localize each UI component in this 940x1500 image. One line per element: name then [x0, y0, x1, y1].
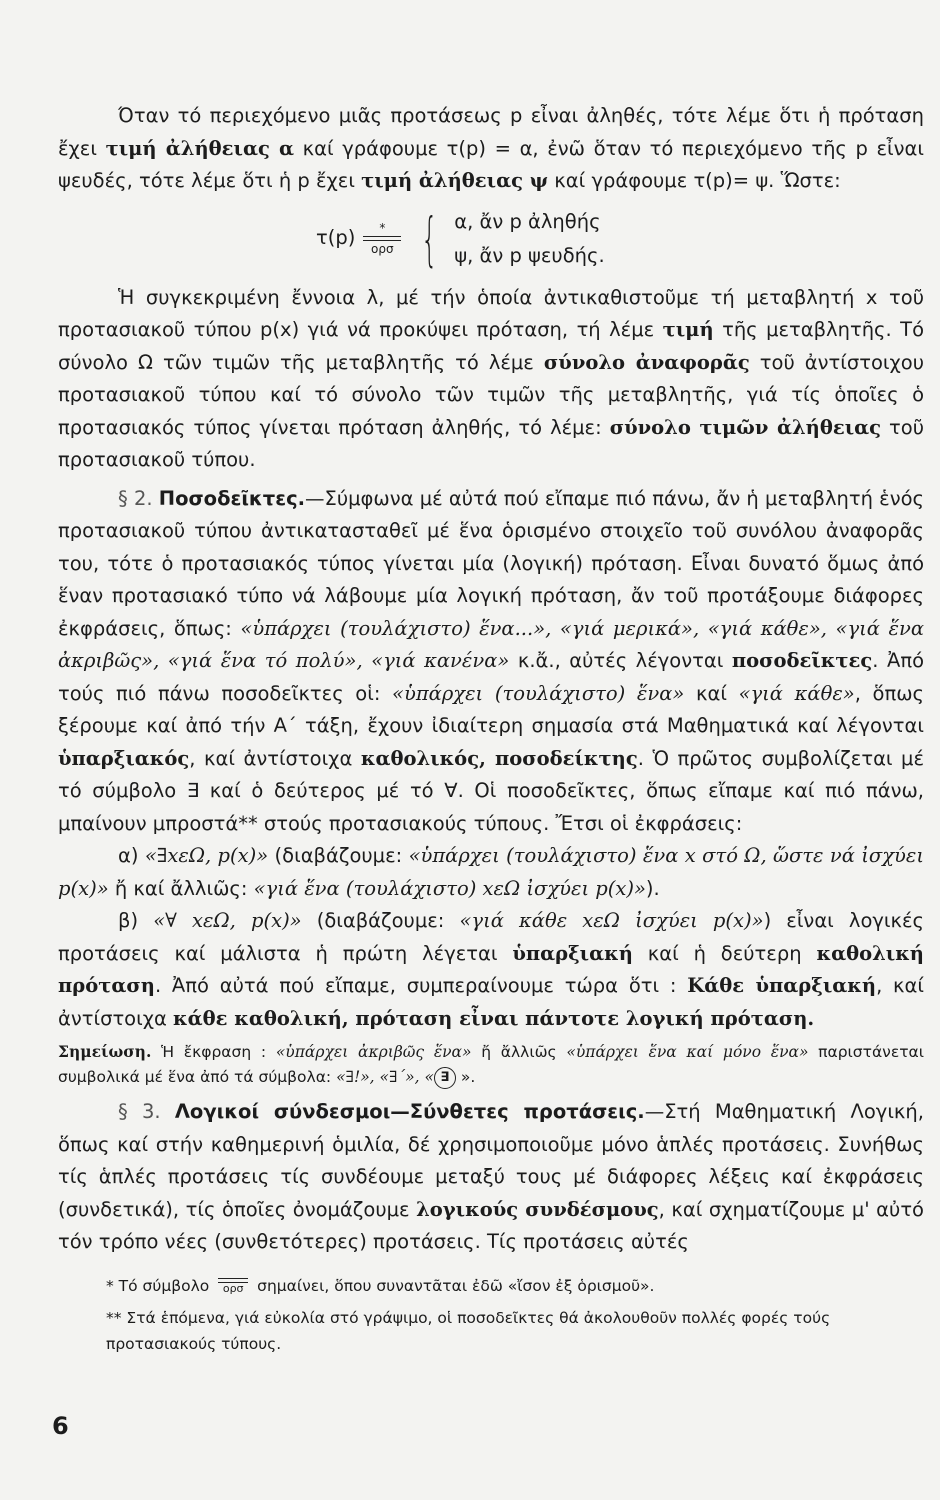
brace-icon: {: [421, 204, 439, 273]
formula-lhs: τ(p): [316, 226, 356, 250]
formula-case-false: ψ, ἄν p ψευδής.: [454, 243, 605, 267]
page-body: [58, 100, 924, 1357]
section-number: § 3.: [118, 1100, 161, 1123]
example-a: α) «∃xεΩ, p(x)» (διαβάζουμε: «ὑπάρχει (τουλάχιστο) ἕνα x στό Ω, ὥστε νά ἰσχύει p(x)» ἤ καί ἄλλιῶς: «γιά ἕνα (τουλάχιστο) xεΩ ἰσχύει p(x)»).: [58, 844, 925, 900]
section-logical-connectives: § 3. Λογικοί σύνδεσμοι—Σύνθετες προτάσεις.—Στή Μαθηματική Λογική, ὅπως καί στήν καθημερινή ὁμιλία, δέ χρησιμοποιοῦμε μόνο ἁπλές προτάσεις. Συνήθως τίς ἁπλές προτάσεις τίς συνδέουμε μεταξύ τους μέ διάφορες λέξεις καί ἐκφράσεις (συνδετικά), τίς ὁποῖες ὀνομάζουμε λογικούς συνδέσμους, καί σχηματίζουμε μ' αὐτό τόν τρόπο νέες (συνθετότερες) προτάσεις. Τίς προτάσεις αὐτές: [58, 1100, 924, 1253]
page-number: 6: [52, 1412, 69, 1440]
section-title: Λογικοί σύνδεσμοι—Σύνθετες προτάσεις.: [174, 1100, 645, 1123]
circled-exists-icon: ∃: [434, 1067, 456, 1089]
formula-case-true: α, ἄν p ἀληθής: [454, 209, 601, 233]
example-b: β) «∀ xεΩ, p(x)» (διαβάζουμε: «γιά κάθε xεΩ ἰσχύει p(x)») εἶναι λογικές προτάσεις καί μάλιστα ἡ πρώτη λέγεται ὑπαρξιακή καί ἡ δεύτερη καθολική πρόταση. Ἀπό αὐτά πού εἴπαμε, συμπεραίνουμε τώρα ὅτι : Κάθε ὑπαρξιακή, καί ἀντίστοιχα κάθε καθολική, πρόταση εἶναι πάντοτε λογική πρόταση.: [58, 909, 925, 1030]
definition-symbol: ορσ: [218, 1278, 248, 1294]
definition-symbol: * ορσ: [363, 222, 401, 255]
term-truth-value-psi: τιμή ἀλήθειας ψ: [361, 169, 549, 192]
section-number: § 2.: [118, 486, 153, 510]
note: Σημείωση. Ἡ ἔκφραση : «ὑπάρχει ἀκριβῶς ἕνα» ἤ ἄλλιῶς «ὑπάρχει ἕνα καί μόνο ἕνα» παριστάνεται συμβολικά μέ ἕνα ἀπό τά σύμβολα: «∃!», «∃΄», « ∃ ».: [58, 1039, 924, 1090]
section-title: Ποσοδεῖκτες.: [158, 486, 306, 510]
footnote-1: * Τό σύμβολο ορσ σημαίνει, ὅπου συναντᾶται ἐδῶ «ἴσον ἐξ ὁρισμοῦ».: [106, 1276, 655, 1295]
footnote-2: ** Στά ἑπόμενα, γιά εὐκολία στό γράψιμο, οἱ ποσοδεῖκτες θά ἀκολουθοῦν πολλές φορές τούς προτασιακούς τύπους.: [106, 1308, 831, 1353]
formula-cases: [454, 205, 604, 273]
term-truth-value-a: τιμή ἀλήθειας α: [105, 136, 295, 160]
paragraph-variable-value: Ἡ συγκεκριμένη ἔννοια λ, μέ τήν ὁποία ἀντικαθιστοῦμε τή μεταβλητή x τοῦ προτασιακοῦ τύπου p(x) γιά νά προκύψει πρόταση, τή λέμε τιμή τῆς μεταβλητῆς. Τό σύνολο Ω τῶν τιμῶν τῆς μεταβλητῆς τό λέμε σύνολο ἀναφορᾶς τοῦ ἀντίστοιχου προτασιακοῦ τύπου καί τό σύνολο τῶν τιμῶν τῆς μεταβλητῆς, γιά τίς ὁποῖες ὁ προτασιακός τύπος γίνεται πρόταση ἀληθής, τό λέμε: σύνολο τιμῶν ἀλήθειας τοῦ προτασιακοῦ τύπου.: [58, 285, 924, 471]
note-label: Σημείωση.: [58, 1042, 152, 1061]
section-quantifiers: § 2. Ποσοδεῖκτες.—Σύμφωνα μέ αὐτά πού εἴπαμε πιό πάνω, ἄν ἡ μεταβλητή ἑνός προτασιακοῦ τύπου ἀντικατασταθεῖ μέ ἕνα ὁρισμένο στοιχεῖο τοῦ συνόλου ἀναφορᾶς του, τότε ὁ προτασιακός τύπος γίνεται μία (λογική) πρόταση. Εἶναι δυνατό ὅμως ἀπό ἕναν προτασιακό τύπο νά λάβουμε μία λογική πρόταση, ἄν τοῦ προτάξουμε διάφορες ἐκφράσεις, ὅπως: «ὑπάρχει (τουλάχιστο) ἕνα...», «γιά μερικά», «γιά κάθε», «γιά ἕνα ἀκριβῶς», «γιά ἕνα τό πολύ», «γιά κανένα» κ.ἄ., αὐτές λέγονται ποσοδεῖκτες. Ἀπό τούς πιό πάνω ποσοδεῖκτες οἱ: «ὑπάρχει (τουλάχιστο) ἕνα» καί «γιά κάθε», ὅπως ξέρουμε καί ἀπό τήν Α΄ τάξη, ἔχουν ἰδιαίτερη σημασία στά Μαθηματικά καί λέγονται ὑπαρξιακός, καί ἀντίστοιχα καθολικός, ποσοδείκτης. Ὁ πρῶτος συμβολίζεται μέ τό σύμβολο ∃ καί ὁ δεύτερος μέ τό ∀. Οἱ ποσοδεῖκτες, ὅπως εἴπαμε καί πιό πάνω, μπαίνουν μπροστά** στούς προτασιακούς τύπους. Ἔτσι οἱ ἐκφράσεις:: [58, 486, 925, 835]
footnotes: [58, 1273, 924, 1357]
truth-value-formula: [316, 202, 924, 276]
paragraph-truth-value: Όταν τό περιεχόμενο μιᾶς προτάσεως p εἶναι ἀληθές, τότε λέμε ὅτι ἡ πρόταση ἔχει τιμή ἀλήθειας α καί γράφουμε τ(p) = α, ἐνῶ ὅταν τό περιεχόμενο τῆς p εἶναι ψευδές, τότε λέμε ὅτι ἡ p ἔχει τιμή ἀλήθειας ψ καί γράφουμε τ(p)= ψ. Ὥστε:: [58, 104, 924, 192]
